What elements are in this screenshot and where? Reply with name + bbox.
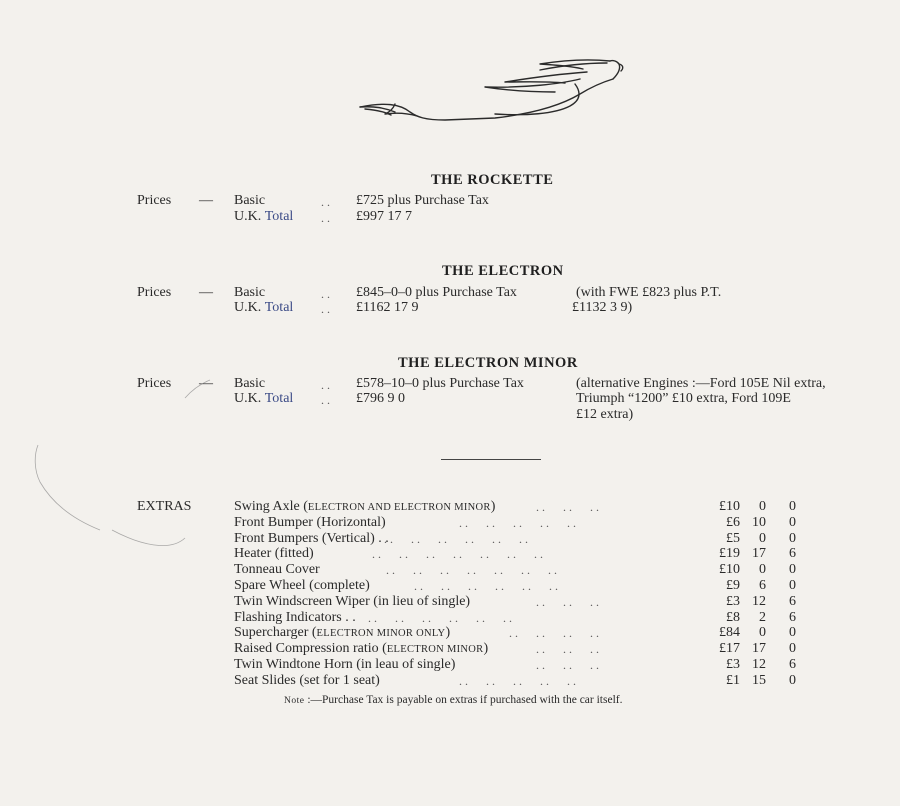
note bbox=[284, 694, 622, 706]
extras-item-close: ) bbox=[483, 641, 489, 657]
extras-item-pounds: £19 bbox=[719, 546, 740, 562]
extras-row bbox=[234, 593, 796, 610]
extras-item-pounds: £3 bbox=[726, 593, 740, 609]
extras-item-pounds: £10 bbox=[719, 499, 740, 514]
extras-item-qualifier: ELECTRON AND ELECTRON MINOR bbox=[307, 502, 491, 513]
extras-item-name bbox=[234, 578, 370, 594]
uk-label: U.K. bbox=[234, 300, 262, 315]
extras-item-leader: . . . . . . bbox=[536, 500, 599, 514]
total-word: Total bbox=[264, 209, 294, 224]
electron-alt-line1: (with FWE £823 plus P.T. bbox=[576, 285, 722, 300]
extras-item-name bbox=[234, 673, 380, 689]
rockette-title: THE ROCKETTE bbox=[431, 172, 554, 188]
electron-minor-uk-total-value: £796 9 0 bbox=[356, 391, 405, 406]
extras-item-pence: 0 bbox=[789, 499, 796, 514]
rockette-uk-total-value: £997 17 7 bbox=[356, 209, 412, 224]
extras-item-name bbox=[234, 594, 470, 610]
electron-basic-value: £845–0–0 plus Purchase Tax bbox=[356, 285, 517, 300]
extras-row bbox=[234, 609, 796, 626]
extras-item-leader: . . . . . . . . bbox=[509, 626, 599, 641]
extras-item-pence: 6 bbox=[789, 546, 796, 562]
extras-item-text: Raised Compression ratio ( bbox=[234, 641, 387, 657]
extras-item-shillings: 17 bbox=[752, 641, 766, 657]
extras-item-shillings: 12 bbox=[752, 593, 766, 609]
extras-list bbox=[234, 499, 796, 689]
extras-item-leader: . . . . . . bbox=[536, 642, 599, 657]
electron-prices-label: Prices bbox=[137, 285, 172, 300]
extras-item-shillings: 0 bbox=[759, 499, 766, 514]
section-divider bbox=[441, 459, 541, 460]
extras-item-pence: 6 bbox=[789, 609, 796, 625]
extras-item-leader: . . . . . . . . . . bbox=[459, 673, 576, 688]
extras-item-pence: 0 bbox=[789, 562, 796, 578]
extras-item-pence: 0 bbox=[789, 577, 796, 593]
extras-item-pence: 6 bbox=[789, 656, 796, 672]
extras-row bbox=[234, 499, 796, 515]
extras-item-text: Front Bumper (Horizontal) bbox=[234, 514, 386, 530]
electron-uk-total-value: £1162 17 9 bbox=[356, 300, 419, 315]
extras-item-name bbox=[234, 546, 314, 562]
note-prefix: Note bbox=[284, 696, 305, 706]
extras-item-text: Spare Wheel (complete) bbox=[234, 577, 370, 593]
extras-row bbox=[234, 672, 796, 689]
extras-item-text: Tonneau Cover bbox=[234, 562, 320, 578]
electron-minor-alt-line2: Triumph “1200” £10 extra, Ford 109E bbox=[576, 391, 791, 406]
extras-row bbox=[234, 625, 796, 641]
extras-item-pounds: £84 bbox=[719, 625, 740, 641]
rockette-basic-leader: . . bbox=[321, 195, 330, 209]
extras-item-name bbox=[234, 641, 488, 658]
extras-item-pence: 0 bbox=[789, 641, 796, 657]
extras-item-shillings: 10 bbox=[752, 514, 766, 530]
extras-row bbox=[234, 546, 796, 562]
extras-item-shillings: 0 bbox=[759, 530, 766, 546]
electron-minor-prices-label: Prices bbox=[137, 376, 172, 391]
extras-item-leader: . . . . . . . . . . bbox=[459, 515, 576, 530]
extras-item-pence: 6 bbox=[789, 593, 796, 609]
electron-alt-line2: £1132 3 9) bbox=[572, 300, 633, 315]
rockette-prices-label: Prices bbox=[137, 193, 172, 208]
extras-item-text: Flashing Indicators . . bbox=[234, 609, 356, 625]
electron-minor-basic-leader: . . bbox=[321, 378, 330, 392]
extras-item-close: ) bbox=[445, 625, 451, 641]
electron-total-leader: . . bbox=[321, 302, 330, 316]
extras-item-shillings: 12 bbox=[752, 656, 766, 672]
electron-minor-uk-total-label bbox=[234, 391, 293, 407]
extras-row bbox=[234, 641, 796, 657]
extras-label: EXTRAS bbox=[137, 499, 192, 514]
extras-row bbox=[234, 530, 796, 547]
pencil-trace bbox=[20, 370, 220, 570]
extras-item-name bbox=[234, 531, 389, 547]
extras-item-text: Front Bumpers (Vertical) . . bbox=[234, 530, 389, 546]
rockette-dash: — bbox=[199, 193, 213, 208]
note-text: :—Purchase Tax is payable on extras if purchased with the car itself. bbox=[304, 694, 623, 706]
extras-item-name bbox=[234, 515, 386, 531]
electron-title: THE ELECTRON bbox=[442, 263, 564, 279]
extras-item-name bbox=[234, 610, 356, 626]
extras-item-shillings: 15 bbox=[752, 672, 766, 688]
electron-minor-alt-line3: £12 extra) bbox=[576, 407, 634, 422]
winged-lady-emblem bbox=[355, 54, 630, 129]
rockette-basic-value: £725 plus Purchase Tax bbox=[356, 193, 489, 208]
extras-item-leader: . . . . . . . . . . . . . . bbox=[372, 547, 543, 562]
extras-row bbox=[234, 577, 796, 594]
extras-item-leader: . . . . . . bbox=[536, 594, 599, 609]
extras-row bbox=[234, 656, 796, 673]
electron-minor-title: THE ELECTRON MINOR bbox=[398, 355, 578, 371]
extras-item-pence: 0 bbox=[789, 672, 796, 688]
extras-item-pounds: £5 bbox=[726, 530, 740, 546]
extras-item-name bbox=[234, 657, 455, 673]
rockette-uk-total-label bbox=[234, 209, 293, 225]
extras-item-text: Supercharger ( bbox=[234, 625, 317, 641]
extras-item-qualifier: ELECTRON MINOR bbox=[386, 644, 484, 656]
extras-row bbox=[234, 562, 796, 578]
rockette-total-leader: . . bbox=[321, 211, 330, 225]
rockette-basic-label: Basic bbox=[234, 193, 266, 208]
extras-item-text: Heater (fitted) bbox=[234, 546, 314, 562]
electron-minor-basic-label: Basic bbox=[234, 376, 266, 391]
extras-item-pence: 0 bbox=[789, 530, 796, 546]
uk-label: U.K. bbox=[234, 209, 262, 224]
total-word: Total bbox=[264, 391, 294, 406]
extras-item-qualifier: ELECTRON MINOR ONLY bbox=[316, 628, 446, 640]
total-word: Total bbox=[264, 300, 294, 315]
electron-minor-dash: — bbox=[199, 376, 213, 391]
extras-item-shillings: 17 bbox=[752, 546, 766, 562]
extras-item-shillings: 0 bbox=[759, 562, 766, 578]
electron-basic-leader: . . bbox=[321, 287, 330, 301]
extras-item-pounds: £6 bbox=[726, 514, 740, 530]
extras-item-leader: . . . . . . . . . . . . bbox=[368, 610, 512, 625]
extras-row bbox=[234, 514, 796, 531]
extras-item-pence: 0 bbox=[789, 625, 796, 641]
extras-item-pounds: £9 bbox=[726, 577, 740, 593]
extras-item-pounds: £8 bbox=[726, 609, 740, 625]
extras-item-pence: 0 bbox=[789, 514, 796, 530]
extras-item-leader: . . . . . . . . . . . . bbox=[384, 531, 528, 546]
extras-item-text: Seat Slides (set for 1 seat) bbox=[234, 672, 380, 688]
extras-item-name bbox=[234, 499, 495, 516]
extras-item-name bbox=[234, 562, 320, 578]
extras-item-shillings: 2 bbox=[759, 609, 766, 625]
electron-uk-total-label bbox=[234, 300, 293, 316]
electron-basic-label: Basic bbox=[234, 285, 266, 300]
extras-item-pounds: £3 bbox=[726, 656, 740, 672]
electron-minor-total-leader: . . bbox=[321, 393, 330, 407]
uk-label: U.K. bbox=[234, 391, 262, 406]
extras-item-text: Swing Axle ( bbox=[234, 499, 308, 514]
extras-item-pounds: £17 bbox=[719, 641, 740, 657]
extras-item-shillings: 0 bbox=[759, 625, 766, 641]
extras-item-pounds: £10 bbox=[719, 562, 740, 578]
extras-item-text: Twin Windtone Horn (in leau of single) bbox=[234, 656, 456, 672]
extras-item-pounds: £1 bbox=[726, 672, 740, 688]
electron-minor-alt-line1: (alternative Engines :—Ford 105E Nil extra, bbox=[576, 376, 826, 391]
extras-item-shillings: 6 bbox=[759, 577, 766, 593]
extras-item-name bbox=[234, 625, 450, 642]
extras-item-leader: . . . . . . bbox=[536, 657, 599, 672]
extras-item-leader: . . . . . . . . . . . . . . bbox=[386, 563, 557, 578]
electron-minor-basic-value: £578–10–0 plus Purchase Tax bbox=[356, 376, 524, 391]
extras-item-leader: . . . . . . . . . . . . bbox=[414, 578, 558, 593]
extras-item-text: Twin Windscreen Wiper (in lieu of single) bbox=[234, 593, 471, 609]
electron-dash: — bbox=[199, 285, 213, 300]
extras-item-close: ) bbox=[490, 499, 496, 514]
